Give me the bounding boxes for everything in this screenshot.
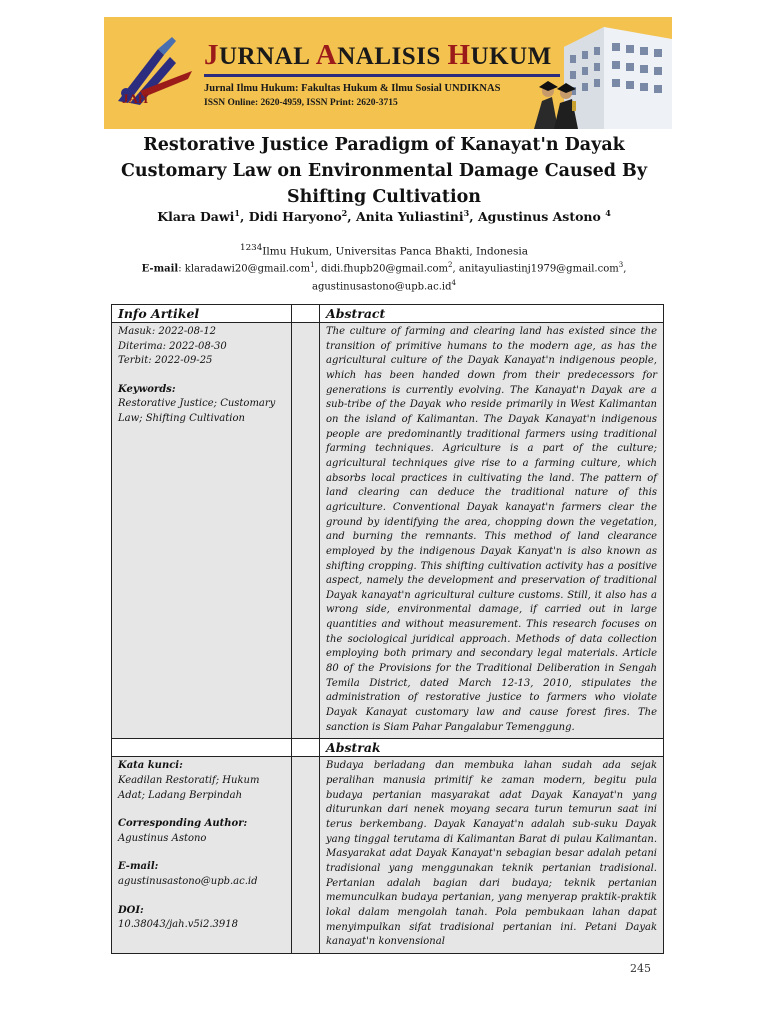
author-sup: 2 <box>341 208 348 218</box>
abstract-header: Abstract <box>320 305 664 323</box>
article-meta-cell <box>112 757 292 954</box>
spacer-cell <box>112 739 292 757</box>
email-link[interactable]: klaradawi20@gmail.com <box>184 263 311 275</box>
author-name: Agustinus Astono <box>477 209 606 225</box>
article-info-table <box>111 304 664 954</box>
abstrak-body: Budaya berladang dan membuka lahan sudah ada sejak peralihan manusia primitif ke zaman modern, begitu pula budaya pertanian masyarakat adat Dayak Kanayat'n yang diturunkan dari nenek moyang secara turun temurun saat ini terus berkembang. Dayak Kanayat'n adalah sub-suku Dayak yang tinggal terutama di Kalimantan Barat di pulau Kalimantan. Masyarakat adat Dayak Kanayat'n sebagian besar adalah petani tradisional yang menggunakan teknik pertanian tradisional. Pertanian adalah bagian dari budaya; teknik pertanian memunculkan budaya pertanian, yang menyerap praktik-praktik lokal dalam mengolah tanah. Pola pembukaan lahan dapat menyimpulkan sifat tradisional pertanian ini. Petani Dayak kanayat'n konvensional <box>320 757 664 954</box>
journal-name-cap-3: H <box>447 39 471 71</box>
author-sup: 3 <box>463 208 470 218</box>
journal-name-rest-1: URNAL <box>219 43 316 70</box>
spacer-cell <box>292 323 320 739</box>
journal-subtitle: Jurnal Ilmu Hukum: Fakultas Hukum & Ilmu Sosial UNDIKNAS <box>204 83 501 94</box>
abstrak-row <box>112 757 664 954</box>
article-dates-cell <box>112 323 292 739</box>
kata-kunci-value: Keadilan Restoratif; Hukum Adat; Ladang Berpindah <box>118 774 260 801</box>
journal-name-rest-2: NALISIS <box>337 43 448 70</box>
journal-banner <box>104 17 672 129</box>
doi-label: DOI: <box>118 904 144 916</box>
doi-value[interactable]: 10.38043/jah.v5i2.3918 <box>118 919 238 931</box>
email-sup: 1 <box>310 261 315 269</box>
date-diterima: Diterima: 2022-08-30 <box>118 340 227 352</box>
email-link[interactable]: didi.fhupb20@gmail.com <box>320 263 448 275</box>
date-masuk: Masuk: 2022-08-12 <box>118 326 217 337</box>
author-sep: , <box>239 209 249 225</box>
journal-name-cap-2: A <box>315 39 338 71</box>
abstrak-header: Abstrak <box>320 739 664 757</box>
corresponding-author-label: Corresponding Author: <box>118 818 248 830</box>
kata-kunci-label: Kata kunci: <box>118 760 183 772</box>
author-emails: E-mail: klaradawi20@gmail.com$^1$, didi.fhupb20@gmail.com$^2$, anitayuliastinj1979@gmail.com$^3$, $agustinusastono@upb.ac.id^4$ <box>141 261 627 293</box>
abstract-row <box>112 323 664 739</box>
affiliation-sup: 1234 <box>240 243 263 253</box>
info-artikel-header: Info Artikel <box>112 305 292 323</box>
author-list <box>60 208 708 224</box>
email-sup: 3 <box>618 261 624 269</box>
abstrak-header-row <box>112 739 664 757</box>
affiliation-text: Ilmu Hukum, Universitas Panca Bhakti, Indonesia <box>262 245 528 258</box>
author-sup: 1 <box>234 208 240 218</box>
paper-title: Restorative Justice Paradigm of Kanayat'n Dayak Customary Law on Environmental Damage Caused By Shifting Cultivation <box>120 135 648 207</box>
journal-name-cap-1: J <box>204 39 219 71</box>
author-name: Anita Yuliastini <box>355 209 464 225</box>
author-sup: 4 <box>605 208 611 218</box>
affiliation <box>60 243 708 258</box>
date-terbit: Terbit: 2022-09-25 <box>118 355 213 367</box>
corresponding-author-name: Agustinus Astono <box>118 832 207 844</box>
campus-building-icon <box>534 17 672 129</box>
page-number: 245 <box>630 962 651 975</box>
journal-name <box>204 39 552 72</box>
table-header-row <box>112 305 664 323</box>
spacer-cell <box>292 739 320 757</box>
author-sep: , <box>347 209 356 225</box>
spacer-cell <box>292 757 320 954</box>
email-sup: 2 <box>447 261 453 269</box>
email-link[interactable]: anitayuliastinj1979@gmail.com <box>458 263 619 275</box>
author-name: Klara Dawi <box>157 209 235 225</box>
abstract-body: The culture of farming and clearing land has existed since the transition of primitive humans to the modern age, as has the agricultural culture of the Dayak Kanayat'n indigenous people, which has been handed down from their predecessors for generations is currently evolving. The Kanayat'n Dayak are a sub-tribe of the Dayak who reside primarily in West Kalimantan on the island of Kalimantan. The Dayak Kanayat'n indigenous people are predominantly traditional farmers using traditional farming techniques. Agriculture is a part of the culture; agricultural techniques give rise to a farming culture, which absorbs local practices in cultivating the land. The pattern of land clearing can deduce the traditional nature of this agriculture. Conventional Dayak kanayat'n farmers clear the ground by identifying the area, chopping down the vegetation, and burning the remnants. This method of land clearance employed by the indigenous Dayak Kanyat'n is also known as shifting cropping. This shifting cultivation activity has a positive aspect, namely the development and preservation of traditional Dayak kanayat'n agricultural culture customs. Still, it also has a wrong side, environmental damage, if carried out in large quantities and without measurement. This research focuses on the sociological juridical approach. Methods of data collection employing both primary and secondary legal materials. Article 80 of the Provisions for the Traditional Deliberation in Sengah Temila District, dated March 12-13, 2010, stipulates the administration of restorative justice to farmers who violate Dayak Kanayat customary law and cause forest fires. The sanction is Siam Pahar Pangalabur Temenggung. <box>320 323 664 739</box>
author-name: Didi Haryono <box>248 209 342 225</box>
author-sep: , <box>469 209 478 225</box>
journal-name-rest-3: UKUM <box>470 43 552 70</box>
logo-text: JAH <box>122 91 148 106</box>
keywords-value: Restorative Justice; Customary Law; Shifting Cultivation <box>118 398 276 424</box>
corresponding-email[interactable]: agustinusastono@upb.ac.id <box>118 875 258 887</box>
banner-rule <box>204 74 560 77</box>
spacer-cell <box>292 305 320 323</box>
email-sup: 4 <box>451 279 456 288</box>
email-label: E-mail <box>141 263 179 275</box>
keywords-label: Keywords: <box>118 383 176 395</box>
journal-issn: ISSN Online: 2620-4959, ISSN Print: 2620-3715 <box>204 98 398 108</box>
email-label: E-mail: <box>118 861 159 873</box>
email-link[interactable]: agustinusastono@upb.ac.id <box>312 281 452 293</box>
journal-logo-icon <box>114 31 196 123</box>
